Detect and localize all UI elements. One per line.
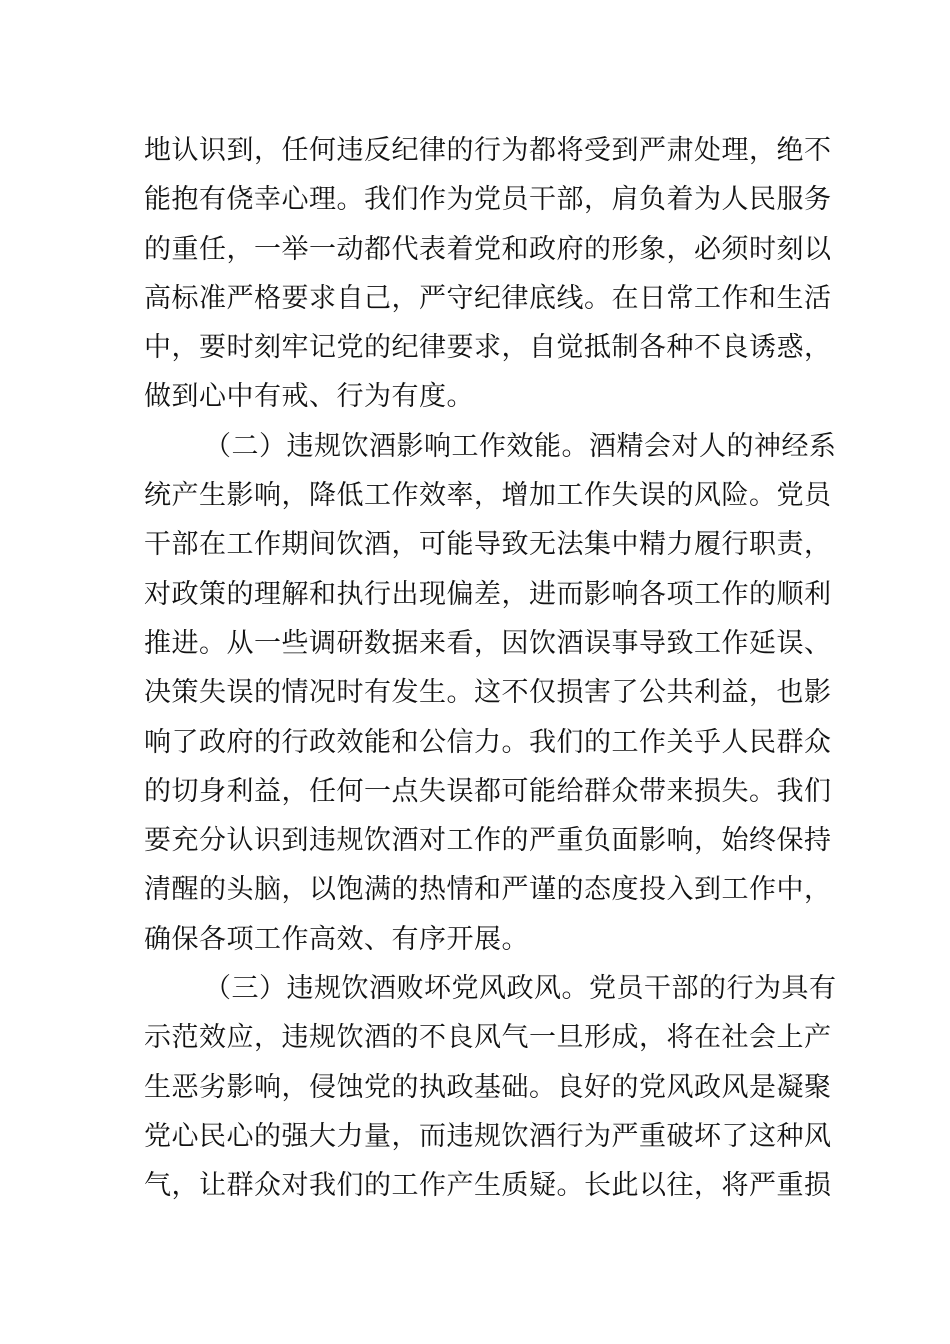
text-line: 能抱有侥幸心理。我们作为党员干部，肩负着为人民服务 [144,184,832,216]
text-line: 高标准严格要求自己，严守纪律底线。在日常工作和生活 [144,282,832,314]
text-line: 的切身利益，任何一点失误都可能给群众带来损失。我们 [144,775,832,807]
section-heading-line: （三）违规饮酒败坏党风政风。党员干部的行为具有 [204,973,837,1005]
text-line: 做到心中有戒、行为有度。 [144,381,474,413]
text-line: 统产生影响，降低工作效率，增加工作失误的风险。党员 [144,480,832,512]
text-line: 清醒的头脑，以饱满的热情和严谨的态度投入到工作中， [144,874,832,906]
text-line: 决策失误的情况时有发生。这不仅损害了公共利益，也影 [144,677,832,709]
text-line: 确保各项工作高效、有序开展。 [144,923,529,955]
text-line: 响了政府的行政效能和公信力。我们的工作关乎人民群众 [144,726,832,758]
text-line: 干部在工作期间饮酒，可能导致无法集中精力履行职责， [144,529,832,561]
section-heading-line: （二）违规饮酒影响工作效能。酒精会对人的神经系 [204,430,837,462]
text-line: 生恶劣影响，侵蚀党的执政基础。良好的党风政风是凝聚 [144,1071,832,1103]
text-line: 中，要时刻牢记党的纪律要求，自觉抵制各种不良诱惑， [144,332,832,364]
text-line: 推进。从一些调研数据来看，因饮酒误事导致工作延误、 [144,627,832,659]
document-body [144,126,837,1211]
text-line: 要充分认识到违规饮酒对工作的严重负面影响，始终保持 [144,825,832,857]
text-line: 示范效应，违规饮酒的不良风气一旦形成，将在社会上产 [144,1022,832,1054]
text-line: 党心民心的强大力量，而违规饮酒行为严重破坏了这种风 [144,1120,832,1152]
text-line: 地认识到，任何违反纪律的行为都将受到严肃处理，绝不 [144,135,832,166]
text-line: 的重任，一举一动都代表着党和政府的形象，必须时刻以 [144,233,832,265]
text-line: 对政策的理解和执行出现偏差，进而影响各项工作的顺利 [144,578,832,610]
text-line: 气，让群众对我们的工作产生质疑。长此以往，将严重损 [144,1170,832,1202]
